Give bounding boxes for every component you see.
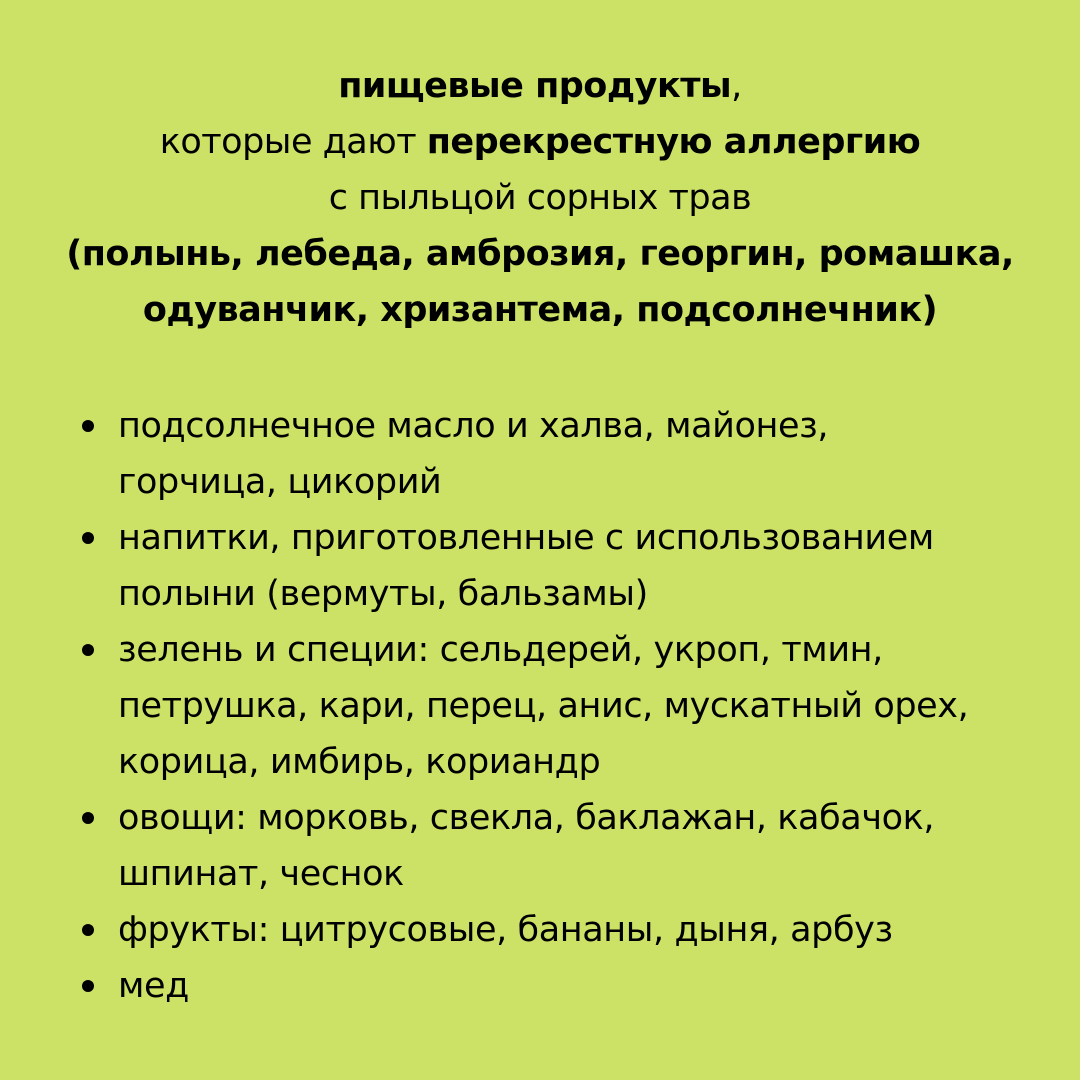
food-list <box>0 398 1080 1014</box>
list-item-line: фрукты: цитрусовые, бананы, дыня, арбуз <box>118 910 893 950</box>
heading-bold-products: пищевые продукты <box>338 66 732 106</box>
list-item-line: мед <box>118 966 189 1006</box>
heading-line-4: (полынь, лебеда, амброзия, георгин, ромашка, <box>66 234 1014 274</box>
list-item-line: зелень и специи: сельдерей, укроп, тмин, <box>118 630 883 670</box>
bullet-icon <box>82 420 94 432</box>
bullet-icon <box>82 980 94 992</box>
list-item <box>0 398 1080 510</box>
list-item-line: горчица, цикорий <box>118 462 442 502</box>
list-item-line: корица, имбирь, кориандр <box>118 742 601 782</box>
list-item <box>0 958 1080 1014</box>
bullet-icon <box>82 644 94 656</box>
heading-line-5: одуванчик, хризантема, подсолнечник) <box>142 290 938 330</box>
list-item-line: напитки, приготовленные с использованием <box>118 518 934 558</box>
list-item <box>0 902 1080 958</box>
heading-line-3: с пыльцой сорных трав <box>328 178 752 218</box>
list-item <box>0 510 1080 622</box>
list-item <box>0 790 1080 902</box>
list-item-line: петрушка, кари, перец, анис, мускатный орех, <box>118 686 969 726</box>
bullet-icon <box>82 924 94 936</box>
list-item-line: подсолнечное масло и халва, майонез, <box>118 406 829 446</box>
bullet-icon <box>82 532 94 544</box>
heading-comma: , <box>731 66 742 106</box>
heading-which-give: которые дают <box>159 122 427 162</box>
heading-line-2 <box>0 114 1080 170</box>
list-item <box>0 622 1080 790</box>
list-item-line: полыни (вермуты, бальзамы) <box>118 574 648 614</box>
list-item-line: шпинат, чеснок <box>118 854 404 894</box>
heading <box>0 58 1080 338</box>
list-item-line: овощи: морковь, свекла, баклажан, кабачок, <box>118 798 935 838</box>
heading-bold-cross-allergy: перекрестную аллергию <box>426 122 921 162</box>
bullet-icon <box>82 812 94 824</box>
heading-line-1 <box>0 58 1080 114</box>
